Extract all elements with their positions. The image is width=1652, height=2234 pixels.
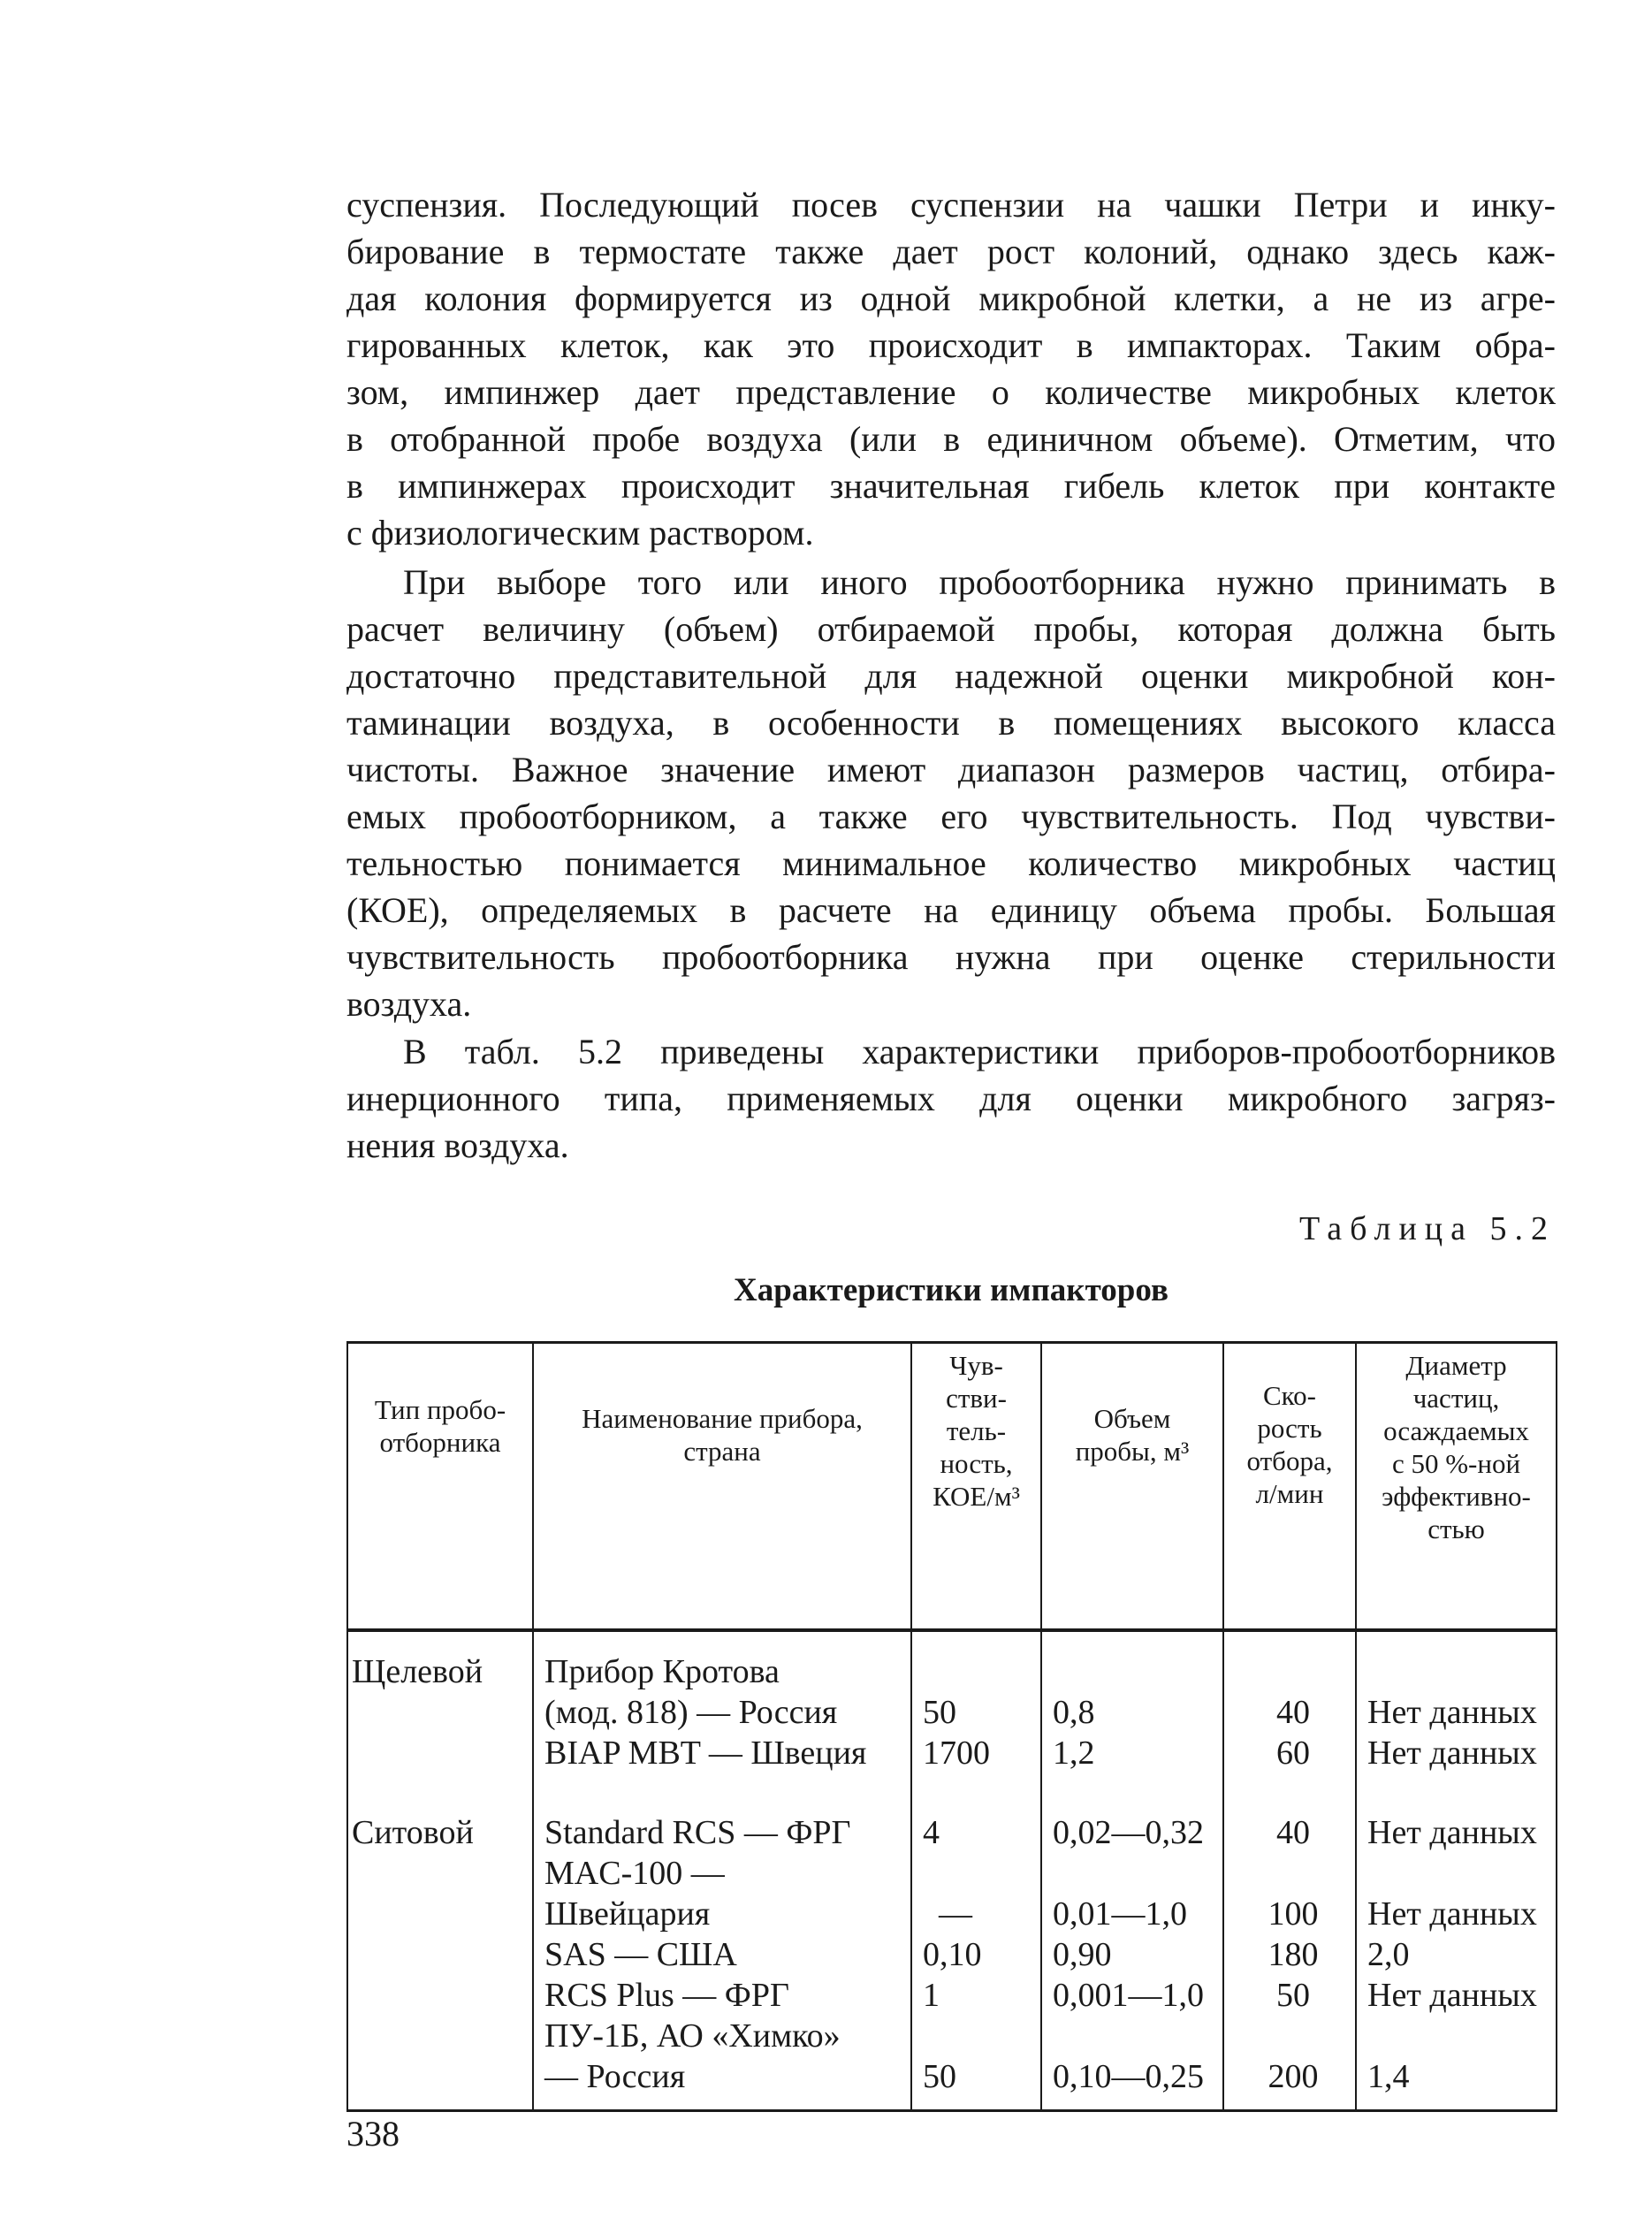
text-line: в импинжерах происходит значительная гибель клеток при контакте: [346, 466, 1556, 506]
table-row: [347, 1853, 1557, 1894]
text-line: нения воздуха.: [346, 1125, 569, 1165]
page-number: 338: [346, 2114, 400, 2154]
cell-name: (мод. 818) — Россия: [533, 1692, 911, 1733]
cell-sensitivity: 50: [911, 1692, 1041, 1733]
header-rate: [1223, 1343, 1356, 1631]
header-line: с 50 %-ной: [1391, 1448, 1521, 1479]
cell-type: [347, 2056, 533, 2111]
cell-sensitivity: 50: [911, 2056, 1041, 2111]
text-line: бирование в термостате также дает рост колоний, однако здесь каж-: [346, 232, 1556, 271]
cell-diameter: Нет данных: [1356, 1733, 1557, 1773]
table-row: [347, 1733, 1557, 1773]
text-line: суспензия. Последующий посев суспензии на чашки Петри и инку-: [346, 185, 1556, 225]
text-line: достаточно представительной для надежной оценки микробной кон-: [346, 656, 1556, 696]
cell-rate: 180: [1223, 1934, 1356, 1975]
header-line: отбора,: [1246, 1445, 1333, 1476]
cell-type: [347, 1934, 533, 1975]
cell-sensitivity: 4: [911, 1773, 1041, 1853]
cell-volume: 0,001—1,0: [1041, 1975, 1223, 2016]
header-diameter: [1356, 1343, 1557, 1631]
text-line: В табл. 5.2 приведены характеристики приборов-пробоотборников: [403, 1032, 1556, 1071]
cell-diameter: Нет данных: [1356, 1773, 1557, 1853]
cell-name: MAC-100 —: [533, 1853, 911, 1894]
text-line: инерционного типа, применяемых для оценки микробного загряз-: [346, 1079, 1556, 1118]
header-line: л/мин: [1255, 1478, 1324, 1509]
paragraph-2: [346, 559, 1556, 1027]
header-volume: [1041, 1343, 1223, 1631]
cell-name: ПУ-1Б, АО «Химко»: [533, 2016, 911, 2056]
table-row: [347, 1894, 1557, 1934]
cell-type: [347, 1853, 533, 1894]
cell-name: RCS Plus — ФРГ: [533, 1975, 911, 2016]
cell-sensitivity: 1700: [911, 1733, 1041, 1773]
table-header-row: [347, 1343, 1557, 1631]
paragraph-1: [346, 181, 1556, 556]
text-line: чистоты. Важное значение имеют диапазон размеров частиц, отбира-: [346, 750, 1556, 789]
cell-type: [347, 1894, 533, 1934]
cell-rate: 200: [1223, 2056, 1356, 2111]
text-line: расчет величину (объем) отбираемой пробы, которая должна быть: [346, 609, 1556, 649]
table-row: [347, 1630, 1557, 1692]
cell-sensitivity: [911, 1630, 1041, 1692]
table-row: [347, 2056, 1557, 2111]
text-line: таминации воздуха, в особенности в помещениях высокого класса: [346, 703, 1556, 743]
cell-name: Прибор Кротова: [533, 1630, 911, 1692]
cell-rate: 40: [1223, 1692, 1356, 1733]
cell-name: SAS — США: [533, 1934, 911, 1975]
cell-volume: 0,10—0,25: [1041, 2056, 1223, 2111]
cell-sensitivity: 1: [911, 1975, 1041, 2016]
cell-volume: 0,01—1,0: [1041, 1894, 1223, 1934]
cell-rate: 40: [1223, 1773, 1356, 1853]
header-line: КОЕ/м³: [933, 1481, 1020, 1512]
cell-volume: 0,02—0,32: [1041, 1773, 1223, 1853]
header-line: отборника: [379, 1427, 501, 1458]
text-line: дая колония формируется из одной микробной клетки, а не из агре-: [346, 278, 1556, 318]
text-line: зом, импинжер дает представление о количестве микробных клеток: [346, 372, 1556, 412]
cell-name: Standard RCS — ФРГ: [533, 1773, 911, 1853]
table-row: [347, 1773, 1557, 1853]
header-line: пробы, м³: [1075, 1436, 1190, 1467]
header-sensitivity: [911, 1343, 1041, 1631]
cell-diameter: [1356, 1630, 1557, 1692]
header-line: Чув-: [949, 1350, 1003, 1381]
text-line: тельностью понимается минимальное количество микробных частиц: [346, 843, 1556, 883]
cell-volume: 1,2: [1041, 1733, 1223, 1773]
header-line: Ско-: [1263, 1380, 1316, 1411]
paragraph-3: [346, 1028, 1556, 1169]
cell-type: [347, 1975, 533, 2016]
header-type: [347, 1343, 533, 1631]
cell-rate: 60: [1223, 1733, 1356, 1773]
header-line: рость: [1257, 1413, 1322, 1444]
text-line: в отобранной пробе воздуха (или в единичном объеме). Отметим, что: [346, 419, 1556, 459]
table-title: Характеристики импакторов: [734, 1272, 1169, 1308]
text-line: с физиологическим раствором.: [346, 513, 814, 553]
table-number-label: Таблица 5.2: [1298, 1210, 1556, 1247]
table-row: [347, 2016, 1557, 2056]
impactor-table: [346, 1341, 1557, 2112]
cell-diameter: [1356, 1853, 1557, 1894]
cell-rate: [1223, 1853, 1356, 1894]
cell-type: [347, 1692, 533, 1733]
header-line: страна: [683, 1436, 761, 1467]
cell-volume: [1041, 2016, 1223, 2056]
header-line: Объем: [1093, 1403, 1171, 1434]
text-line: воздуха.: [346, 984, 472, 1024]
text-line: чувствительность пробоотборника нужна при оценке стерильности: [346, 937, 1556, 977]
text-line: емых пробоотборником, а также его чувствительность. Под чувстви-: [346, 797, 1556, 836]
cell-sensitivity: 0,10: [911, 1934, 1041, 1975]
table-row: [347, 1934, 1557, 1975]
cell-volume: 0,90: [1041, 1934, 1223, 1975]
header-line: стви-: [946, 1383, 1007, 1414]
cell-type: [347, 1733, 533, 1773]
cell-diameter: Нет данных: [1356, 1692, 1557, 1733]
table-row: [347, 1692, 1557, 1733]
text-line: гированных клеток, как это происходит в импакторах. Таким обра-: [346, 325, 1556, 365]
cell-diameter: Нет данных: [1356, 1975, 1557, 2016]
cell-rate: [1223, 1630, 1356, 1692]
header-line: Наименование прибора,: [582, 1403, 863, 1434]
cell-rate: 50: [1223, 1975, 1356, 2016]
cell-rate: 100: [1223, 1894, 1356, 1934]
cell-name: BIAP MBT — Швеция: [533, 1733, 911, 1773]
table-row: [347, 1975, 1557, 2016]
cell-volume: [1041, 1853, 1223, 1894]
header-line: ность,: [940, 1448, 1013, 1479]
cell-type: Щелевой: [347, 1630, 533, 1692]
header-line: частиц,: [1412, 1383, 1500, 1414]
header-name: [533, 1343, 911, 1631]
cell-sensitivity: —: [911, 1894, 1041, 1934]
cell-sensitivity: [911, 2016, 1041, 2056]
cell-name: — Россия: [533, 2056, 911, 2111]
cell-name: Швейцария: [533, 1894, 911, 1934]
cell-rate: [1223, 2016, 1356, 2056]
header-line: стью: [1427, 1513, 1485, 1544]
cell-sensitivity: [911, 1853, 1041, 1894]
header-line: осаждаемых: [1383, 1415, 1529, 1446]
cell-diameter: 2,0: [1356, 1934, 1557, 1975]
cell-volume: [1041, 1630, 1223, 1692]
header-line: Диаметр: [1405, 1350, 1507, 1381]
header-line: тель-: [946, 1415, 1007, 1446]
text-line: (КОЕ), определяемых в расчете на единицу объема пробы. Большая: [346, 890, 1556, 930]
header-line: Тип пробо-: [374, 1394, 506, 1425]
cell-type: Ситовой: [347, 1773, 533, 1853]
text-line: При выборе того или иного пробоотборника нужно принимать в: [403, 562, 1556, 602]
cell-diameter: 1,4: [1356, 2056, 1557, 2111]
header-line: эффективно-: [1382, 1481, 1531, 1512]
cell-diameter: Нет данных: [1356, 1894, 1557, 1934]
cell-volume: 0,8: [1041, 1692, 1223, 1733]
cell-diameter: [1356, 2016, 1557, 2056]
cell-type: [347, 2016, 533, 2056]
